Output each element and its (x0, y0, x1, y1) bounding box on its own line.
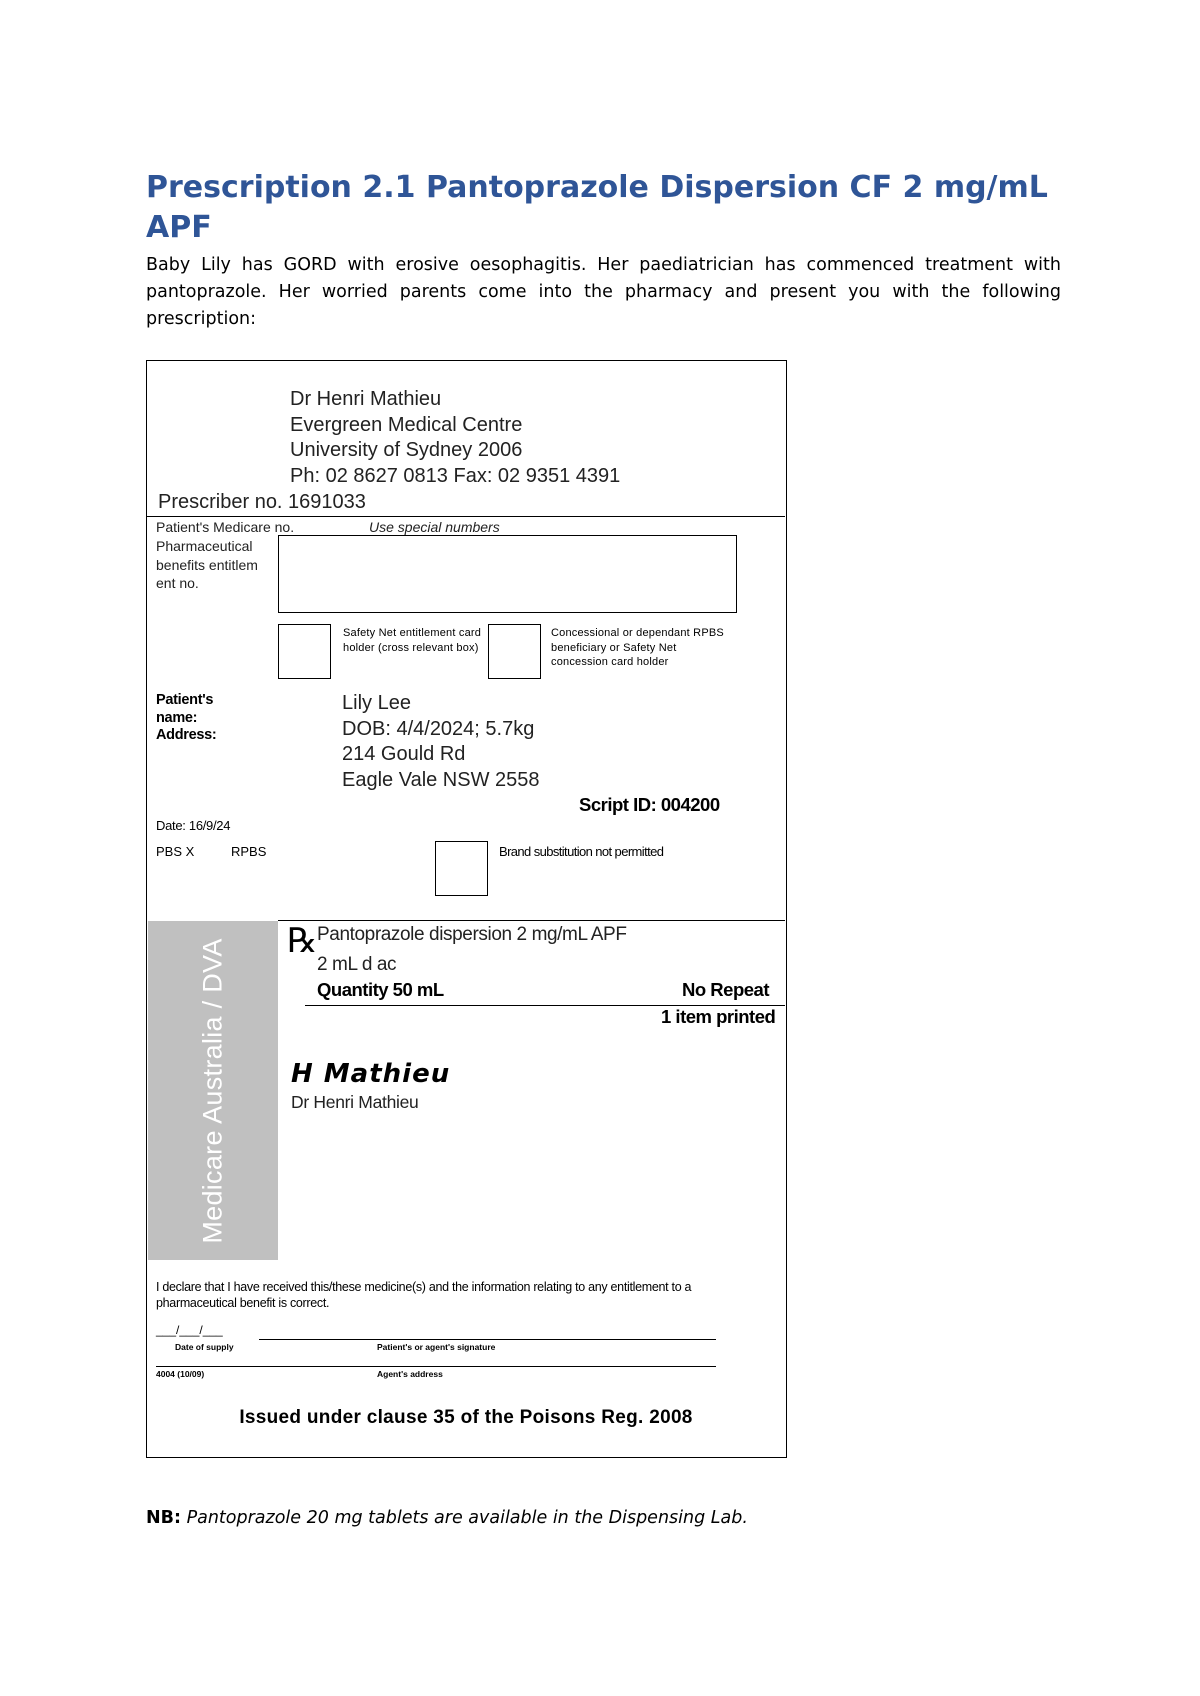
repeats: No Repeat (682, 979, 769, 1000)
prescriber-phone: Ph: 02 8627 0813 Fax: 02 9351 4391 (290, 464, 621, 487)
agent-address-line[interactable] (156, 1366, 716, 1367)
patient-name-label: Patient's name: (156, 692, 214, 726)
prescriber-address: University of Sydney 2006 (290, 439, 523, 461)
medicare-label: Patient's Medicare no. (156, 519, 295, 535)
script-date: Date: 16/9/24 (156, 818, 231, 833)
intro-paragraph: Baby Lily has GORD with erosive oesophagitis. Her paediatrician has commenced treatment with pantoprazole. Her worried parents come into the pharmacy and present you with the following prescription: (146, 255, 1061, 329)
medicare-dva-sidebar (148, 921, 278, 1260)
agent-address-label: Agent's address (377, 1369, 443, 1379)
prescription-form (146, 360, 787, 1458)
nb-text: Pantoprazole 20 mg tablets are available in the Dispensing Lab. (186, 1508, 748, 1528)
signature-name: Dr Henri Mathieu (291, 1092, 419, 1112)
prescriber-number: Prescriber no. 1691033 (158, 491, 366, 513)
sidebar-label: Medicare Australia / DVA (197, 938, 228, 1244)
patient-name: Lily Lee (342, 692, 411, 714)
pbs-marker: PBS X (156, 844, 195, 859)
script-id: Script ID: 004200 (579, 794, 720, 815)
drug-name: Pantoprazole dispersion 2 mg/mL APF (317, 924, 627, 945)
rx-icon: ℞ (287, 921, 318, 961)
prescriber-name: Dr Henri Mathieu (290, 388, 442, 410)
pbe-label: Pharmaceutical benefits entitlement no. (156, 538, 258, 591)
rpbs-marker: RPBS (231, 844, 267, 859)
items-printed: 1 item printed (661, 1006, 776, 1027)
safety-net-label: Safety Net entitlement card holder (cross relevant box) (343, 627, 482, 654)
brand-substitution-label: Brand substitution not permitted (499, 844, 664, 859)
prescriber-practice: Evergreen Medical Centre (290, 413, 523, 436)
patient-signature-label: Patient's or agent's signature (377, 1342, 496, 1352)
signature-line[interactable] (259, 1339, 716, 1340)
dose-instructions: 2 mL d ac (317, 954, 397, 975)
prescriber-details (290, 387, 620, 489)
entitlement-number-box[interactable] (278, 535, 737, 613)
issued-clause: Issued under clause 35 of the Poisons Reg. 2008 (239, 1407, 693, 1428)
patient-suburb: Eagle Vale NSW 2558 (342, 768, 540, 791)
prescriber-signature: H Mathieu (291, 1059, 451, 1089)
divider (278, 920, 785, 921)
page-title: Prescription 2.1 Pantoprazole Dispersion CF 2 mg/mL APF (146, 170, 1048, 245)
concession-checkbox[interactable] (488, 624, 541, 679)
nb-note (146, 1508, 748, 1528)
address-label: Address: (156, 727, 217, 743)
form-code: 4004 (10/09) (156, 1369, 205, 1379)
patient-dob-weight: DOB: 4/4/2024; 5.7kg (342, 717, 535, 740)
date-of-supply-label: Date of supply (175, 1342, 234, 1352)
safety-net-checkbox[interactable] (278, 624, 331, 679)
special-numbers-label: Use special numbers (369, 519, 500, 535)
patient-details (342, 691, 540, 793)
divider (147, 516, 785, 517)
quantity: Quantity 50 mL (317, 979, 444, 1000)
brand-substitution-checkbox[interactable] (435, 841, 488, 896)
concession-label: Concessional or dependant RPBS beneficiary or Safety Net concession card holder (551, 627, 724, 668)
date-blank[interactable]: ___/___/___ (156, 1323, 223, 1337)
patient-street: 214 Gould Rd (342, 743, 466, 765)
nb-label: NB: (146, 1508, 181, 1528)
declaration-text: I declare that I have received this/these medicine(s) and the information relating to any entitlement to a pharmaceutical benefit is correct. (156, 1280, 692, 1310)
